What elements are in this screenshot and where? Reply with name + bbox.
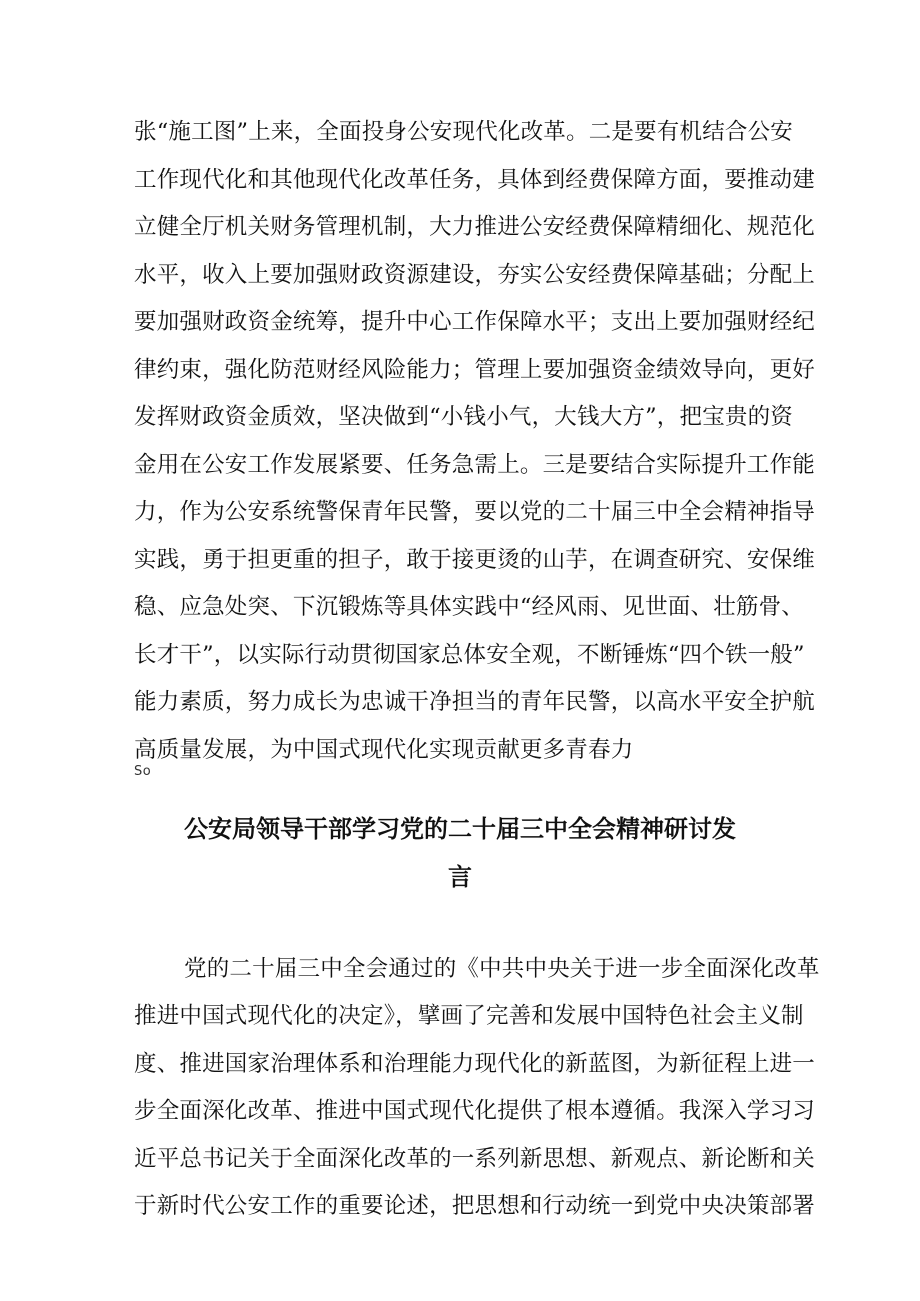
paragraph-1-line: 发挥财政资金质效，坚决做到“小钱小气，大钱大方”，把宝贵的资 xyxy=(134,404,794,430)
paragraph-1-line: 长才干”，以实际行动贯彻国家总体安全观，不断锤炼“四个铁一般” xyxy=(134,642,805,668)
paragraph-2-line: 推进中国式现代化的决定》，擘画了完善和发展中国特色社会主义制 xyxy=(134,1003,804,1029)
paragraph-2-line: 近平总书记关于全面深化改革的一系列新思想、新观点、新论断和关 xyxy=(134,1146,816,1172)
paragraph-1-line: 律约束，强化防范财经风险能力；管理上要加强资金绩效导向，更好 xyxy=(134,357,816,383)
paragraph-1-line: 稳、应急处突、下沉锻炼等具体实践中“经风雨、见世面、壮筋骨、 xyxy=(134,594,805,620)
paragraph-1-line: 立健全厅机关财务管理机制，大力推进公安经费保障精细化、规范化 xyxy=(134,214,816,240)
document-title-line: 公安局领导干部学习党的二十届三中全会精神研讨发 xyxy=(184,815,736,843)
paragraph-2-line: 党的二十届三中全会通过的《中共中央关于进一步全面深化改革 xyxy=(184,956,820,982)
page-marker: So xyxy=(134,764,152,779)
paragraph-1-line: 能力素质，努力成长为忠诚干净担当的青年民警，以高水平安全护航 xyxy=(134,689,816,715)
paragraph-1-line: 工作现代化和其他现代化改革任务，具体到经费保障方面，要推动建 xyxy=(134,167,816,193)
paragraph-1-line: 水平，收入上要加强财政资源建设，夯实公安经费保障基础；分配上 xyxy=(134,262,816,288)
paragraph-1-line: 张“施工图”上来，全面投身公安现代化改革。二是要有机结合公安 xyxy=(134,119,794,145)
paragraph-1-line: 高质量发展，为中国式现代化实现贡献更多青春力 xyxy=(134,737,634,763)
paragraph-2-line: 度、推进国家治理体系和治理能力现代化的新蓝图，为新征程上进一 xyxy=(134,1051,816,1077)
paragraph-1-line: 要加强财政资金统筹，提升中心工作保障水平；支出上要加强财经纪 xyxy=(134,309,816,335)
paragraph-1-line: 力，作为公安系统警保青年民警，要以党的二十届三中全会精神指导 xyxy=(134,499,816,525)
paragraph-1-line: 实践，勇于担更重的担子，敢于接更烫的山芋，在调查研究、安保维 xyxy=(134,547,816,573)
document-title-line: 言 xyxy=(448,863,472,891)
paragraph-1-line: 金用在公安工作发展紧要、任务急需上。三是要结合实际提升工作能 xyxy=(134,452,816,478)
paragraph-2-line: 于新时代公安工作的重要论述，把思想和行动统一到党中央决策部署 xyxy=(134,1193,816,1219)
paragraph-2-line: 步全面深化改革、推进中国式现代化提供了根本遵循。我深入学习习 xyxy=(134,1098,816,1124)
